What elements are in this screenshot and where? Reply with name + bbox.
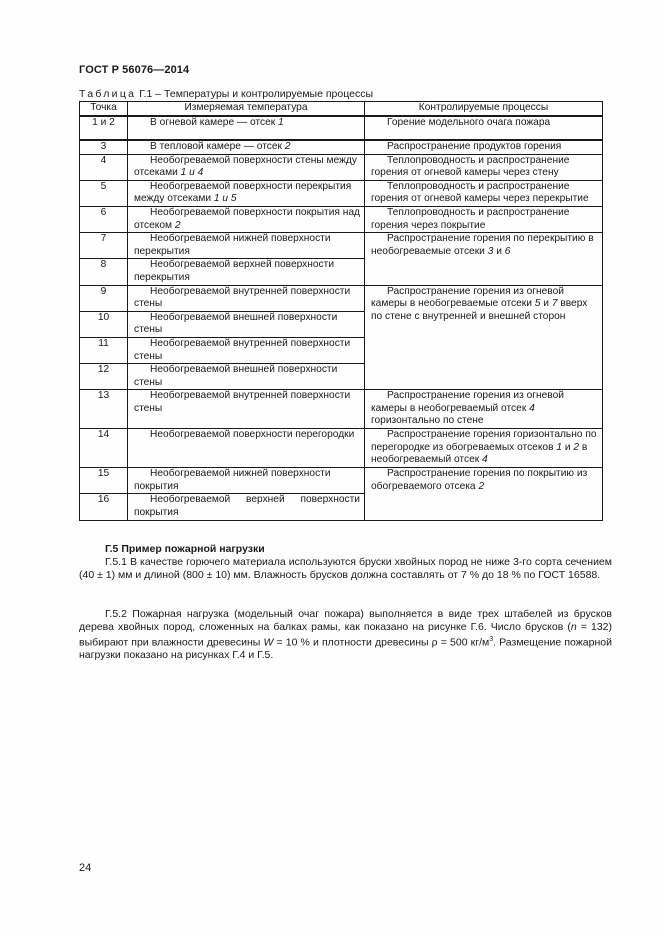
temperature-cell [128,233,365,259]
point-cell: 9 [80,285,128,311]
process-text: горизонтально по стене [371,415,484,427]
point-cell: 7 [80,233,128,259]
process-cell [365,140,603,154]
process-text: Распространение горения по перекрытию в необогреваемые отсеки [371,233,594,257]
process-cell [365,390,603,429]
process-ref: 3 [487,245,494,257]
process-cell [365,206,603,232]
temperature-text: Необогреваемой внешней поверхности стены [134,364,338,388]
process-ref: 2 [478,480,485,492]
temperature-cell [128,311,365,337]
process-cell [365,285,603,390]
process-cell [365,429,603,468]
point-cell: 12 [80,364,128,390]
temperature-cell [128,337,365,363]
temperature-table [79,101,603,521]
table-caption [79,88,373,100]
temperature-text: Необогреваемой верхней поверхности покрытия [134,494,360,518]
process-cell [365,180,603,206]
point-cell: 11 [80,337,128,363]
table-row [80,206,603,232]
process-text: Теплопроводность и распространение горения через покрытие [371,206,570,231]
process-cell [365,468,603,521]
temperature-cell [128,429,365,468]
temperature-ref: 1 и 4 [180,167,204,179]
temperature-text: Необогреваемой нижней поверхности перекрытия [134,233,331,257]
page-number: 24 [79,862,92,874]
process-cell [365,116,603,140]
paragraph-text: = 132) выбирают при влажности древесины [79,620,612,649]
temperature-cell [128,206,365,232]
process-ref: 6 [504,245,511,257]
caption-prefix: Таблица [79,88,137,100]
process-text: Горение модельного очага пожара [387,117,551,128]
process-text: и [540,298,552,310]
table-row [80,390,603,429]
temperature-cell [128,468,365,494]
temperature-text: Необогреваемой внутренней поверхности стены [134,337,351,362]
temperature-text: Необогреваемой внутренней поверхности стены [134,285,351,310]
paragraph-g52 [79,608,612,662]
process-text: Распространение горения из огневой камеры в необогреваемые отсеки [371,285,564,310]
process-ref: 4 [482,454,488,466]
process-cell [365,154,603,180]
temperature-ref: 1 [278,117,284,128]
table-row [80,154,603,180]
temperature-text: Необогреваемой поверхности стены между отсеками [134,154,357,179]
point-cell: 1 и 2 [80,116,128,140]
temperature-cell [128,494,365,521]
point-cell: 6 [80,206,128,232]
process-text: Теплопроводность и распространение горения от огневой камеры через перекрытие [371,180,589,205]
temperature-cell [128,154,365,180]
paragraph-text: . Размещение пожарной нагрузки показано на рисунках Г.4 и Г.5. [79,636,612,661]
point-cell: 13 [80,390,128,429]
process-text: вверх по стене с внутренней и внешней сторон [371,298,588,322]
temperature-cell [128,116,365,140]
table-row [80,429,603,468]
paragraph-text: Г.5.2 Пожарная нагрузка (модельный очаг пожара) выполняется в виде трех штабелей из брусков дерева хвойных пород, сложенных на балках рамы, как показано на рисунке Г.6. Число брусков ( [79,608,612,633]
temperature-cell [128,140,365,154]
table-row [80,116,603,140]
section-title: Г.5 Пример пожарной нагрузки [105,543,265,555]
temperature-cell [128,180,365,206]
process-text: и [561,441,574,453]
temperature-text: В огневой камере — отсек [150,117,279,128]
superscript: 3 [489,635,494,643]
paragraph-text: = 10 % и плотности древесины ρ = 500 кг/м [273,636,490,649]
column-header: Точка [80,102,128,117]
document-header: ГОСТ Р 56076—2014 [79,64,190,76]
temperature-ref: 2 [284,141,291,152]
process-text: Распространение горения по покрытию из обогреваемого отсека [371,468,588,492]
temperature-text: Необогреваемой внутренней поверхности стены [134,390,351,414]
point-cell: 16 [80,494,128,521]
process-ref: 1 [556,441,562,453]
temperature-cell [128,259,365,285]
point-cell: 3 [80,140,128,154]
point-cell: 8 [80,259,128,285]
temperature-text: В тепловой камере — отсек [150,141,285,152]
column-header: Контролируемые процессы [365,102,603,117]
temperature-text: Необогреваемой поверхности покрытия над отсеком [134,206,360,231]
process-text: Распространение горения из огневой камеры в необогреваемый отсек [371,390,564,414]
process-text: Теплопроводность и распространение горения от огневой камеры через стену [371,154,570,179]
table-row [80,468,603,494]
process-ref: 4 [529,402,535,414]
table-row [80,140,603,154]
point-cell: 5 [80,180,128,206]
temperature-cell [128,364,365,390]
process-text: Распространение горения горизонтально по перегородке из обогреваемых отсеков [371,429,597,453]
process-text: Распространение продуктов горения [387,141,562,152]
temperature-text: Необогреваемой верхней поверхности перекрытия [134,259,335,283]
process-ref: 5 [534,298,541,310]
point-cell: 15 [80,468,128,494]
table-header-row [80,102,603,117]
column-header: Измеряемая температура [128,102,365,117]
variable-n: n [570,620,577,633]
point-cell: 14 [80,429,128,468]
table-row [80,285,603,311]
temperature-ref: 1 и 5 [213,193,237,205]
caption-text: Г.1 – Температуры и контролируемые процессы [136,88,373,100]
temperature-cell [128,285,365,311]
variable-w: W [263,636,274,649]
temperature-text: Необогреваемой нижней поверхности покрытия [134,468,331,492]
process-ref: 7 [551,298,558,310]
point-cell: 4 [80,154,128,180]
point-cell: 10 [80,311,128,337]
process-text: в необогреваемый отсек [371,441,588,466]
temperature-cell [128,390,365,429]
temperature-text: Необогреваемой поверхности перекрытия между отсеками [134,180,352,205]
paragraph-g51: Г.5.1 В качестве горючего материала используются бруски хвойных пород не ниже 3-го сорта сечением (40 ± 1) мм и длиной (800 ± 10) мм. Влажность брусков должна составлять от 7 % до 18 % по ГОСТ 16588. [79,556,612,581]
temperature-text: Необогреваемой поверхности перегородки [150,429,355,441]
table-row [80,180,603,206]
process-text: и [493,245,505,257]
temperature-ref: 2 [174,219,181,231]
process-cell [365,233,603,285]
temperature-text: Необогреваемой внешней поверхности стены [134,311,338,336]
table-row [80,233,603,259]
process-ref: 2 [573,441,580,453]
